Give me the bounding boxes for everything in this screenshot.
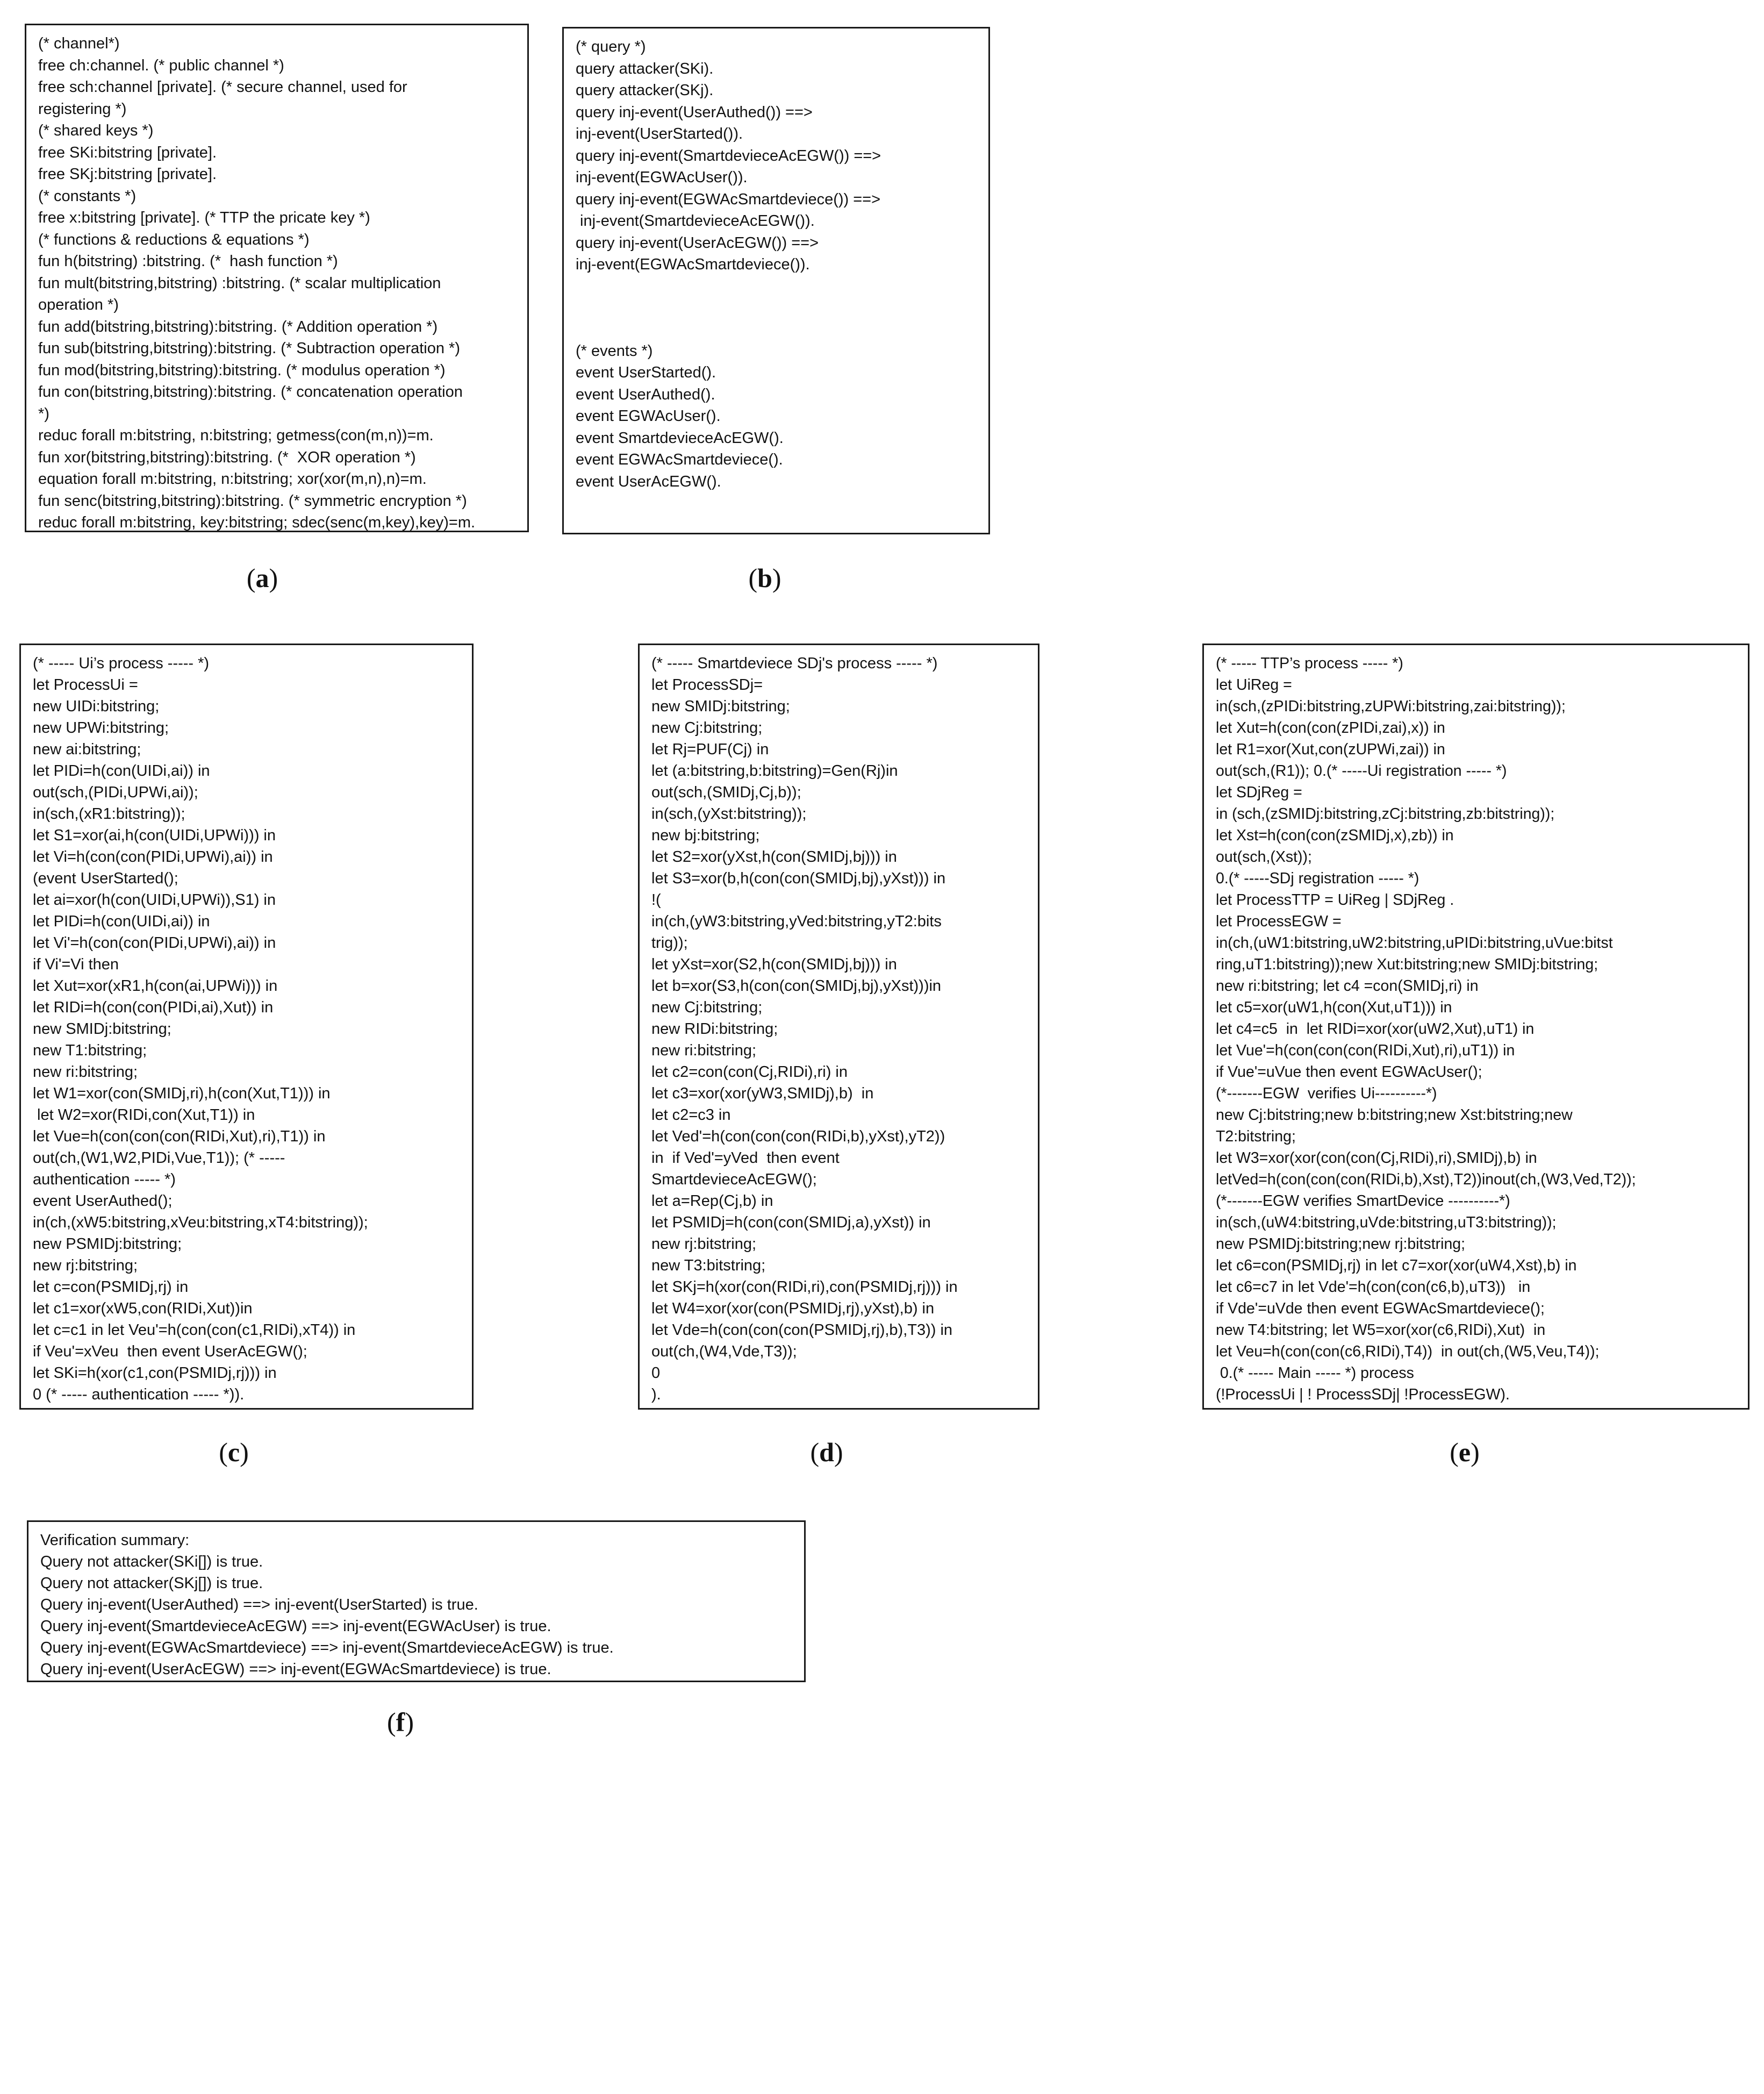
code-line: new UPWi:bitstring;	[33, 719, 169, 737]
code-line: in(sch,(yXst:bitstring));	[651, 805, 807, 823]
code-line: in if Ved'=yVed then event	[651, 1149, 840, 1167]
code-line: (!ProcessUi | ! ProcessSDj| !ProcessEGW).	[1216, 1386, 1510, 1403]
code-lines	[1216, 653, 1736, 1405]
panel-a-declarations	[25, 24, 529, 532]
code-line: new RIDi:bitstring;	[651, 1020, 778, 1038]
code-line: free x:bitstring [private]. (* TTP the pricate key *)	[38, 209, 370, 226]
code-line: new T1:bitstring;	[33, 1042, 147, 1059]
caption-c: (c)	[219, 1437, 249, 1467]
caption-e-label: e	[1458, 1437, 1471, 1467]
panel-b-queries-events	[562, 27, 990, 534]
code-line: let W2=xor(RIDi,con(Xut,T1)) in	[33, 1106, 255, 1124]
code-line: new T3:bitstring;	[651, 1257, 766, 1274]
code-line: new rj:bitstring;	[33, 1257, 138, 1274]
code-line: let Rj=PUF(Cj) in	[651, 741, 769, 758]
caption-f: (f)	[387, 1707, 414, 1737]
code-line: in(ch,(xW5:bitstring,xVeu:bitstring,xT4:bitstring));	[33, 1214, 368, 1231]
caption-f-label: f	[396, 1707, 405, 1737]
caption-a-label: a	[255, 563, 269, 593]
code-line: let SKj=h(xor(con(RIDi,ri),con(PSMIDj,rj))) in	[651, 1278, 958, 1296]
code-line: query inj-event(UserAuthed()) ==>	[576, 103, 813, 121]
summary-lines	[40, 1530, 792, 1680]
code-line: let c=con(PSMIDj,rj) in	[33, 1278, 189, 1296]
code-line: authentication ----- *)	[33, 1171, 176, 1188]
code-line: out(sch,(SMIDj,Cj,b));	[651, 784, 801, 801]
code-line: let a=Rep(Cj,b) in	[651, 1192, 773, 1210]
code-line: trig));	[651, 934, 688, 952]
code-line: if Vi'=Vi then	[33, 956, 119, 973]
code-line: let S2=xor(yXst,h(con(SMIDj,bj))) in	[651, 848, 897, 866]
code-line: fun h(bitstring) :bitstring. (* hash function *)	[38, 253, 338, 270]
code-line: let PIDi=h(con(UIDi,ai)) in	[33, 762, 210, 780]
code-line: (* query *)	[576, 38, 646, 55]
code-line: equation forall m:bitstring, n:bitstring; xor(xor(m,n),n)=m.	[38, 470, 427, 488]
code-line: new bj:bitstring;	[651, 827, 760, 844]
code-line: new rj:bitstring;	[651, 1235, 757, 1253]
code-line: 0 (* ----- authentication ----- *)).	[33, 1386, 245, 1403]
caption-c-label: c	[227, 1437, 240, 1467]
code-line: out(sch,(PIDi,UPWi,ai));	[33, 784, 198, 801]
code-line: Query not attacker(SKj[]) is true.	[40, 1575, 263, 1592]
code-line: let PIDi=h(con(UIDi,ai)) in	[33, 913, 210, 930]
code-line: !(	[651, 891, 661, 909]
code-line: let c5=xor(uW1,h(con(Xut,uT1))) in	[1216, 999, 1452, 1016]
code-line: Query inj-event(UserAcEGW) ==> inj-event(EGWAcSmartdeviece) is true.	[40, 1661, 551, 1678]
code-line: let Vue'=h(con(con(con(RIDi,Xut),ri),uT1)) in	[1216, 1042, 1515, 1059]
code-line: 0.(* ----- Main ----- *) process	[1216, 1364, 1414, 1382]
code-line: free ch:channel. (* public channel *)	[38, 56, 284, 74]
code-line: fun sub(bitstring,bitstring):bitstring. (* Subtraction operation *)	[38, 340, 460, 357]
code-line: 0.(* -----SDj registration ----- *)	[1216, 870, 1419, 887]
code-line: let c1=xor(xW5,con(RIDi,Xut))in	[33, 1300, 253, 1317]
code-line: let Xut=xor(xR1,h(con(ai,UPWi))) in	[33, 977, 278, 995]
code-line: let yXst=xor(S2,h(con(SMIDj,bj))) in	[651, 956, 897, 973]
code-line: *)	[38, 405, 49, 423]
code-line: Verification summary:	[40, 1532, 190, 1549]
code-line: out(sch,(R1)); 0.(* -----Ui registration ----- *)	[1216, 762, 1507, 780]
code-line: out(ch,(W1,W2,PIDi,Vue,T1)); (* -----	[33, 1149, 285, 1167]
code-line: new SMIDj:bitstring;	[33, 1020, 171, 1038]
code-line: in(sch,(uW4:bitstring,uVde:bitstring,uT3:bitstring));	[1216, 1214, 1557, 1231]
code-line: let ProcessSDj=	[651, 676, 763, 694]
code-line: query inj-event(SmartdevieceAcEGW()) ==>	[576, 147, 881, 165]
code-line: let Xst=h(con(con(zSMIDj,x),zb)) in	[1216, 827, 1454, 844]
code-line: fun senc(bitstring,bitstring):bitstring. (* symmetric encryption *)	[38, 492, 467, 510]
caption-d-label: d	[819, 1437, 834, 1467]
code-lines	[33, 653, 460, 1405]
code-line: query inj-event(UserAcEGW()) ==>	[576, 234, 819, 252]
panel-d-smartdevice-process	[638, 644, 1039, 1410]
caption-b-label: b	[757, 563, 772, 593]
code-line: let SDjReg =	[1216, 784, 1302, 801]
spacer	[576, 319, 977, 340]
code-line: (* ----- Smartdeviece SDj's process ----- *)	[651, 655, 938, 672]
code-line: in(sch,(xR1:bitstring));	[33, 805, 185, 823]
code-line: let S3=xor(b,h(con(con(SMIDj,bj),yXst))) in	[651, 870, 946, 887]
code-line: let Xut=h(con(con(zPIDi,zai),x)) in	[1216, 719, 1445, 737]
code-line: new ri:bitstring; let c4 =con(SMIDj,ri) in	[1216, 977, 1479, 995]
code-line: let Ved'=h(con(con(con(RIDi,b),yXst),yT2))	[651, 1128, 945, 1145]
code-line: inj-event(EGWAcSmartdeviece()).	[576, 256, 810, 273]
code-line: new Cj:bitstring;	[651, 999, 763, 1016]
code-line: operation *)	[38, 296, 119, 313]
code-lines	[651, 653, 1026, 1405]
panel-f-verification-summary	[27, 1520, 806, 1682]
code-line: let ProcessTTP = UiReg | SDjReg .	[1216, 891, 1454, 909]
code-line: let Vi=h(con(con(PIDi,UPWi),ai)) in	[33, 848, 273, 866]
panel-e-ttp-process	[1202, 644, 1749, 1410]
code-line: Query inj-event(SmartdevieceAcEGW) ==> inj-event(EGWAcUser) is true.	[40, 1618, 551, 1635]
query-lines	[576, 36, 977, 276]
code-line: inj-event(EGWAcUser()).	[576, 169, 748, 186]
caption-d: (d)	[810, 1437, 843, 1467]
panel-c-user-process	[19, 644, 474, 1410]
code-line: event UserAuthed().	[576, 385, 715, 403]
code-line: let W1=xor(con(SMIDj,ri),h(con(Xut,T1))) in	[33, 1085, 331, 1102]
code-line: out(sch,(Xst));	[1216, 848, 1312, 866]
code-line: query inj-event(EGWAcSmartdeviece()) ==>	[576, 190, 881, 208]
code-line: Query not attacker(SKi[]) is true.	[40, 1553, 263, 1570]
code-line: let Vue=h(con(con(con(RIDi,Xut),ri),T1)) in	[33, 1128, 326, 1145]
code-line: let Vde=h(con(con(con(PSMIDj,rj),b),T3)) in	[651, 1321, 953, 1339]
code-line: in(ch,(uW1:bitstring,uW2:bitstring,uPIDi:bitstring,uVue:bitst	[1216, 934, 1613, 952]
code-line: Query inj-event(EGWAcSmartdeviece) ==> inj-event(SmartdevieceAcEGW) is true.	[40, 1639, 614, 1656]
code-line: reduc forall m:bitstring, n:bitstring; getmess(con(m,n))=m.	[38, 427, 434, 444]
code-line: out(ch,(W4,Vde,T3));	[651, 1343, 797, 1360]
code-line: (* events *)	[576, 342, 653, 360]
code-line: let R1=xor(Xut,con(zUPWi,zai)) in	[1216, 741, 1445, 758]
code-line: let c6=con(PSMIDj,rj) in let c7=xor(xor(uW4,Xst),b) in	[1216, 1257, 1577, 1274]
code-line: registering *)	[38, 100, 127, 118]
code-line: event UserStarted().	[576, 364, 716, 381]
code-line: free sch:channel [private]. (* secure channel, used for	[38, 78, 407, 96]
code-line: let c=c1 in let Veu'=h(con(con(c1,RIDi),xT4)) in	[33, 1321, 356, 1339]
code-line: (* functions & reductions & equations *)	[38, 231, 310, 248]
code-line: fun add(bitstring,bitstring):bitstring. (* Addition operation *)	[38, 318, 438, 335]
code-line: event UserAcEGW().	[576, 473, 721, 490]
code-line: ring,uT1:bitstring));new Xut:bitstring;new SMIDj:bitstring;	[1216, 956, 1598, 973]
code-line: let SKi=h(xor(c1,con(PSMIDj,rj))) in	[33, 1364, 277, 1382]
code-line: new PSMIDj:bitstring;new rj:bitstring;	[1216, 1235, 1466, 1253]
spacer	[576, 297, 977, 319]
code-line: let c4=c5 in let RIDi=xor(xor(uW2,Xut),uT1) in	[1216, 1020, 1534, 1038]
code-line: new UIDi:bitstring;	[33, 698, 160, 715]
code-line: let W3=xor(xor(con(con(Cj,RIDi),ri),SMIDj),b) in	[1216, 1149, 1537, 1167]
code-line: let UiReg =	[1216, 676, 1292, 694]
code-line: let W4=xor(xor(con(PSMIDj,rj),yXst),b) in	[651, 1300, 935, 1317]
code-line: new ri:bitstring;	[651, 1042, 757, 1059]
code-line: event EGWAcSmartdeviece().	[576, 451, 783, 468]
code-line: T2:bitstring;	[1216, 1128, 1296, 1145]
code-line: let c2=con(con(Cj,RIDi),ri) in	[651, 1063, 848, 1081]
code-line: (event UserStarted();	[33, 870, 178, 887]
code-line: let c3=xor(xor(yW3,SMIDj),b) in	[651, 1085, 874, 1102]
code-line: SmartdevieceAcEGW();	[651, 1171, 817, 1188]
code-line: inj-event(SmartdevieceAcEGW()).	[576, 212, 815, 230]
code-line: let Veu=h(con(con(c6,RIDi),T4)) in out(ch,(W5,Veu,T4));	[1216, 1343, 1600, 1360]
code-line: in (sch,(zSMIDj:bitstring,zCj:bitstring,zb:bitstring));	[1216, 805, 1555, 823]
code-line: event SmartdevieceAcEGW().	[576, 429, 784, 447]
code-line: (* shared keys *)	[38, 122, 154, 139]
code-line: (*-------EGW verifies SmartDevice ----------*)	[1216, 1192, 1510, 1210]
code-line: if Veu'=xVeu then event UserAcEGW();	[33, 1343, 307, 1360]
caption-e: (e)	[1450, 1437, 1480, 1467]
code-line: let b=xor(S3,h(con(con(SMIDj,bj),yXst)))in	[651, 977, 942, 995]
code-line: fun con(bitstring,bitstring):bitstring. (* concatenation operation	[38, 383, 463, 401]
event-lines	[576, 340, 977, 493]
code-line: in(sch,(zPIDi:bitstring,zUPWi:bitstring,zai:bitstring));	[1216, 698, 1566, 715]
code-line: query attacker(SKj).	[576, 82, 714, 99]
code-line: event UserAuthed();	[33, 1192, 173, 1210]
code-line: new ai:bitstring;	[33, 741, 141, 758]
code-line: new SMIDj:bitstring;	[651, 698, 790, 715]
code-line: let S1=xor(ai,h(con(UIDi,UPWi))) in	[33, 827, 276, 844]
code-line: new PSMIDj:bitstring;	[33, 1235, 182, 1253]
code-line: reduc forall m:bitstring, key:bitstring; sdec(senc(m,key),key)=m.	[38, 514, 476, 531]
code-lines	[38, 33, 515, 532]
code-line: 0	[651, 1364, 661, 1382]
code-line: (*-------EGW verifies Ui----------*)	[1216, 1085, 1437, 1102]
code-line: if Vue'=uVue then event EGWAcUser();	[1216, 1063, 1482, 1081]
code-line: if Vde'=uVde then event EGWAcSmartdeviece();	[1216, 1300, 1545, 1317]
code-line: new T4:bitstring; let W5=xor(xor(c6,RIDi),Xut) in	[1216, 1321, 1546, 1339]
code-line: in(ch,(yW3:bitstring,yVed:bitstring,yT2:bits	[651, 913, 942, 930]
caption-b: (b)	[748, 563, 781, 593]
code-line: fun xor(bitstring,bitstring):bitstring. (* XOR operation *)	[38, 448, 416, 466]
code-line: fun mod(bitstring,bitstring):bitstring. (* modulus operation *)	[38, 361, 446, 379]
code-line: ).	[651, 1386, 661, 1403]
caption-a: (a)	[246, 563, 278, 593]
code-line: letVed=h(con(con(con(RIDi,b),Xst),T2))inout(ch,(W3,Ved,T2));	[1216, 1171, 1636, 1188]
code-line: let PSMIDj=h(con(con(SMIDj,a),yXst)) in	[651, 1214, 931, 1231]
code-line: (* constants *)	[38, 187, 137, 205]
code-line: let ai=xor(h(con(UIDi,UPWi)),S1) in	[33, 891, 276, 909]
code-line: new Cj:bitstring;	[651, 719, 763, 737]
code-line: Query inj-event(UserAuthed) ==> inj-event(UserStarted) is true.	[40, 1596, 478, 1613]
code-line: let Vi'=h(con(con(PIDi,UPWi),ai)) in	[33, 934, 276, 952]
code-line: fun mult(bitstring,bitstring) :bitstring. (* scalar multiplication	[38, 274, 441, 292]
code-line: let c2=c3 in	[651, 1106, 731, 1124]
code-line: new ri:bitstring;	[33, 1063, 138, 1081]
code-line: new Cj:bitstring;new b:bitstring;new Xst:bitstring;new	[1216, 1106, 1573, 1124]
code-line: free SKi:bitstring [private].	[38, 144, 217, 161]
code-line: let RIDi=h(con(con(PIDi,ai),Xut)) in	[33, 999, 274, 1016]
code-line: let ProcessEGW =	[1216, 913, 1342, 930]
code-line: let ProcessUi =	[33, 676, 138, 694]
code-line: (* channel*)	[38, 35, 120, 52]
code-line: (* ----- Ui’s process ----- *)	[33, 655, 210, 672]
code-line: inj-event(UserStarted()).	[576, 125, 743, 142]
code-line: (* ----- TTP’s process ----- *)	[1216, 655, 1403, 672]
code-line: query attacker(SKi).	[576, 60, 714, 77]
code-line: let c6=c7 in let Vde'=h(con(con(c6,b),uT3)) in	[1216, 1278, 1531, 1296]
spacer	[576, 276, 977, 297]
code-line: let (a:bitstring,b:bitstring)=Gen(Rj)in	[651, 762, 898, 780]
code-line: free SKj:bitstring [private].	[38, 166, 217, 183]
code-line: event EGWAcUser().	[576, 408, 721, 425]
